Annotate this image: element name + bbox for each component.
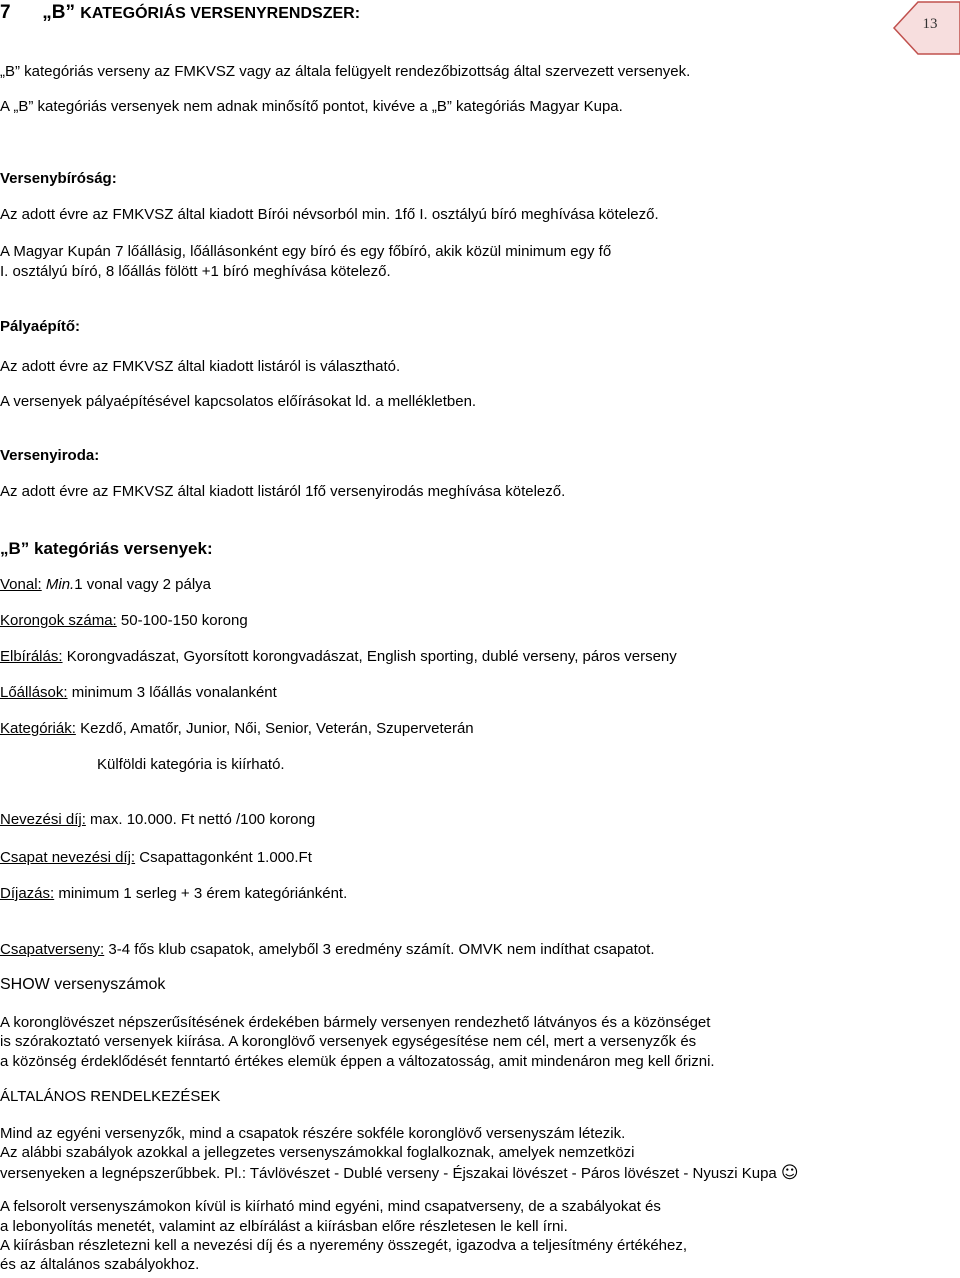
altalanos-line-3 [0, 1163, 799, 1183]
kategoriak-label: Kategóriák: [0, 720, 76, 737]
chapter-title: KATEGÓRIÁS VERSENYRENDSZER: [80, 5, 361, 22]
nevezesi-row [0, 811, 315, 828]
csapatverseny-label: Csapatverseny: [0, 941, 105, 958]
show-title: SHOW versenyszámok [0, 976, 166, 993]
dijazas-label: Díjazás: [0, 885, 55, 902]
dijazas-value: minimum 1 serleg + 3 érem kategóriánként. [58, 885, 348, 902]
altalanos-line-3-text: versenyeken a legnépszerűbbek. Pl.: Távlövészet - Dublé verseny - Éjszakai lövészet - Páros lövészet - Nyuszi Kupa [0, 1165, 777, 1182]
versenyiroda-line-1: Az adott évre az FMKVSZ által kiadott listáról 1fő versenyirodás meghívása kötelező. [0, 483, 566, 500]
csapat-nevezesi-label: Csapat nevezési díj: [0, 849, 136, 866]
smiley-icon: ☺ [780, 1163, 799, 1183]
palyaepito-line-1: Az adott évre az FMKVSZ által kiadott listáról is választható. [0, 358, 401, 375]
chapter-number: 7 [0, 2, 11, 23]
intro-line-2: A „B” kategóriás versenyek nem adnak minősítő pontot, kivéve a „B” kategóriás Magyar Kupa. [0, 98, 623, 115]
altalanos-line-4: A felsorolt versenyszámokon kívül is kiírható mind egyéni, mind csapatverseny, de a szabályokat és [0, 1198, 661, 1215]
korongok-value: 50-100-150 korong [120, 612, 248, 629]
vonal-min: Min. [45, 576, 75, 593]
dijazas-row [0, 885, 347, 902]
loallasok-label: Lőállások: [0, 684, 68, 701]
page-number: 13 [922, 16, 938, 32]
versenybirosag-title: Versenybíróság: [0, 170, 117, 187]
kulfoldi-line: Külföldi kategória is kiírható. [97, 756, 285, 773]
intro-line-1: „B” kategóriás verseny az FMKVSZ vagy az általa felügyelt rendezőbizottság által szervezett versenyek. [0, 63, 691, 80]
csapatverseny-row [0, 941, 654, 958]
csapat-nevezesi-value: Csapattagonként 1.000.Ft [139, 849, 312, 866]
elbiralas-value: Korongvadászat, Gyorsított korongvadászat, English sporting, dublé verseny, páros verseny [66, 648, 677, 665]
show-line-2: is szórakoztató versenyek kiírása. A koronglövő versenyek egységesítése nem cél, mert a versenyzők és [0, 1033, 697, 1050]
b-versenyek-title: „B” kategóriás versenyek: [0, 539, 213, 558]
csapatverseny-value: 3-4 fős klub csapatok, amelyből 3 eredmény számít. OMVK nem indíthat csapatot. [108, 941, 655, 958]
show-line-1: A koronglövészet népszerűsítésének érdekében bármely versenyen rendezhető látványos és a közönséget [0, 1014, 711, 1031]
korongok-label: Korongok száma: [0, 612, 117, 629]
kategoriak-value: Kezdő, Amatőr, Junior, Női, Senior, Veterán, Szuperveterán [80, 720, 474, 737]
korongok-row [0, 612, 248, 629]
altalanos-line-7: és az általános szabályokhoz. [0, 1256, 200, 1273]
versenybirosag-line-1: Az adott évre az FMKVSZ által kiadott Bírói névsorból min. 1fő I. osztályú bíró meghívása kötelező. [0, 206, 659, 223]
versenybirosag-line-3: I. osztályú bíró, 8 lőállás fölött +1 bíró meghívása kötelező. [0, 263, 391, 280]
nevezesi-label: Nevezési díj: [0, 811, 86, 828]
elbiralas-row [0, 648, 677, 665]
altalanos-title: ÁLTALÁNOS RENDELKEZÉSEK [0, 1088, 221, 1105]
loallasok-value: minimum 3 lőállás vonalanként [71, 684, 277, 701]
csapat-nevezesi-row [0, 849, 312, 866]
altalanos-line-5: a lebonyolítás menetét, valamint az elbírálást a kiírásban előre részletesen le kell írni. [0, 1218, 568, 1235]
elbiralas-label: Elbírálás: [0, 648, 63, 665]
versenyiroda-title: Versenyiroda: [0, 447, 100, 464]
kategoriak-row [0, 720, 474, 737]
palyaepito-title: Pályaépítő: [0, 318, 81, 335]
versenybirosag-line-2: A Magyar Kupán 7 lőállásig, lőállásonként egy bíró és egy főbíró, akik közül minimum egy fő [0, 243, 612, 260]
vonal-value: 1 vonal vagy 2 pálya [74, 576, 211, 593]
show-line-3: a közönség érdeklődését fenntartó értékes elemük éppen a változatosság, amit mindenáron meg kell őrizni. [0, 1053, 715, 1070]
loallasok-row [0, 684, 277, 701]
palyaepito-line-2: A versenyek pályaépítésével kapcsolatos előírásokat ld. a mellékletben. [0, 393, 477, 410]
nevezesi-value: max. 10.000. Ft nettó /100 korong [90, 811, 316, 828]
altalanos-line-2: Az alábbi szabályok azokkal a jellegzetes versenyszámokkal foglalkoznak, amelyek nemzetközi [0, 1144, 635, 1161]
altalanos-line-1: Mind az egyéni versenyzők, mind a csapatok részére sokféle koronglövő versenyszám létezik. [0, 1125, 626, 1142]
chapter-prefix: „B” [42, 2, 75, 23]
vonal-row [0, 576, 211, 593]
vonal-label: Vonal: [0, 576, 42, 593]
altalanos-line-6: A kiírásban részletezni kell a nevezési díj és a nyeremény összegét, igazodva a teljesítmény értékéhez, [0, 1237, 688, 1254]
chapter-heading [0, 2, 360, 24]
